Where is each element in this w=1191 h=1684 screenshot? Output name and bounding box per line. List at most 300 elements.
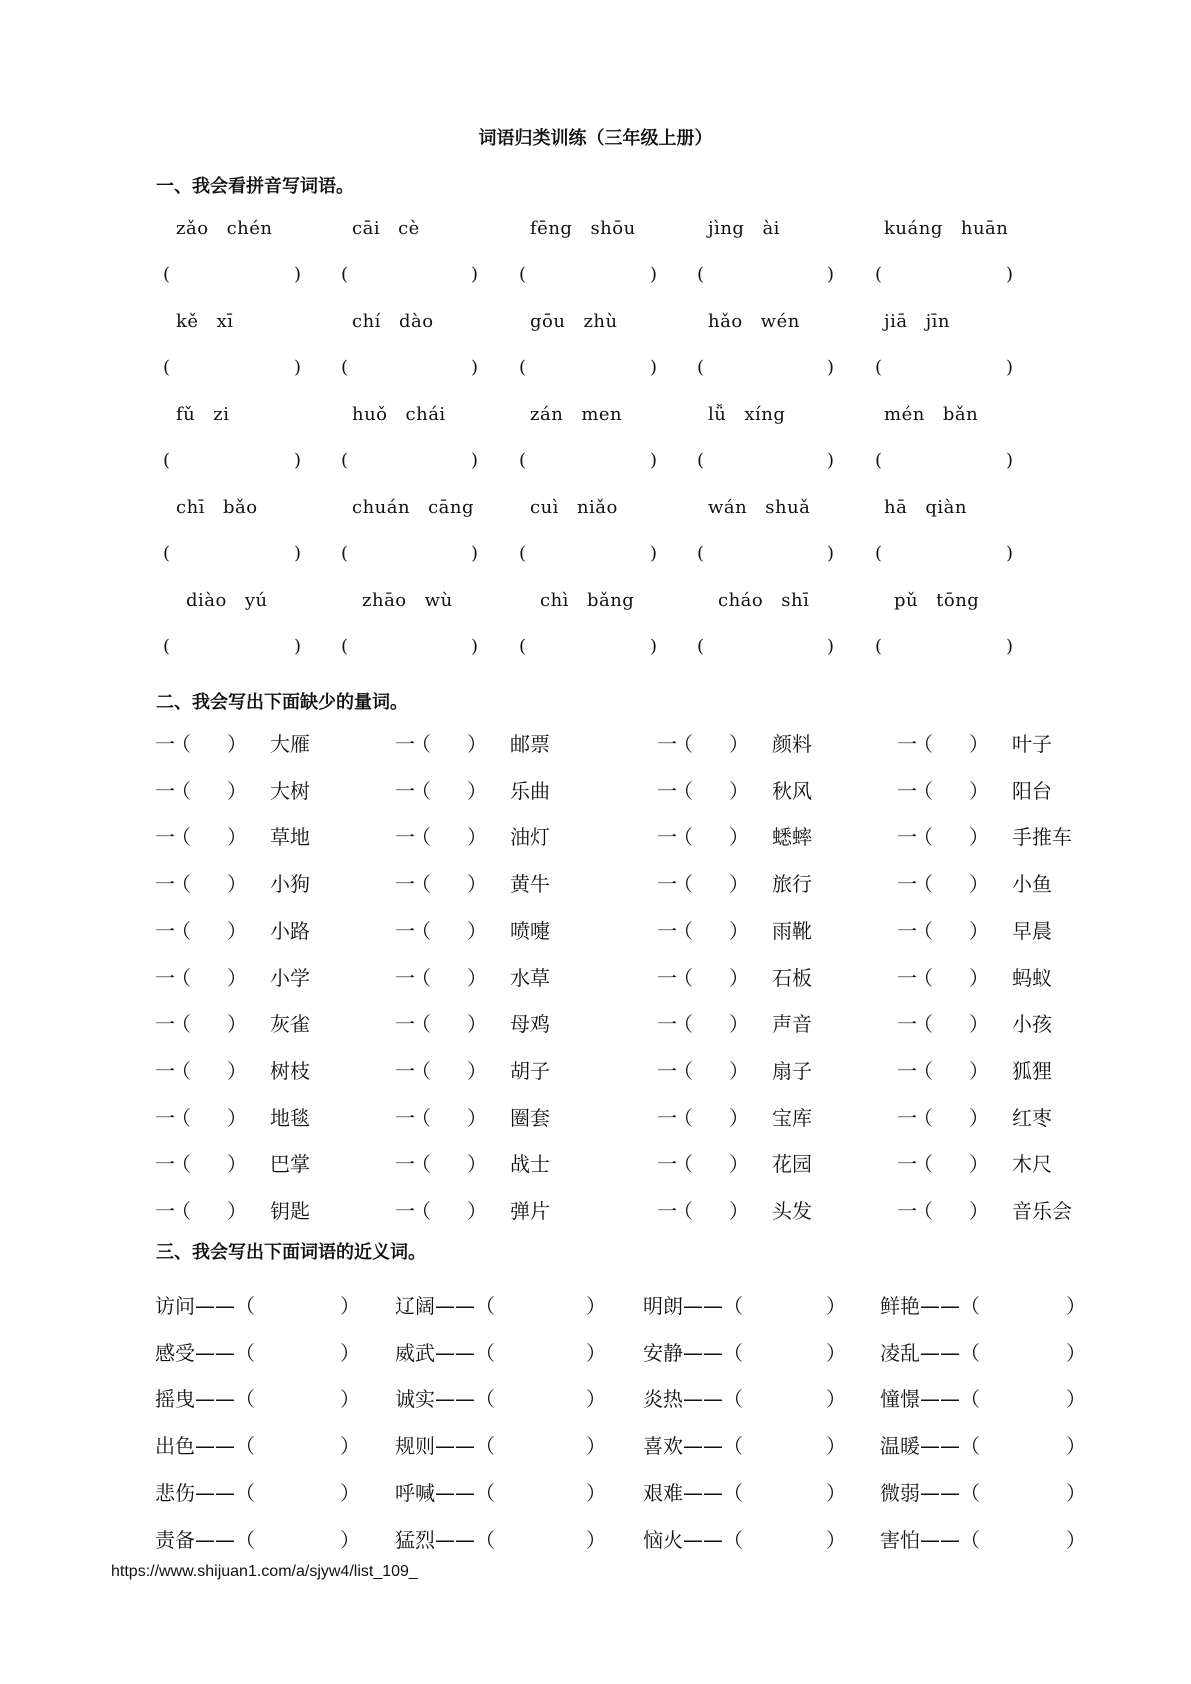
blank-close: ） — [826, 1527, 846, 1552]
blank-close: ） — [969, 1199, 989, 1223]
noun: 树枝 — [270, 1058, 310, 1083]
blank-open: （ — [411, 1152, 431, 1177]
dash-open: ——（ — [920, 1527, 980, 1552]
prompt-word: 微弱 — [880, 1480, 920, 1505]
answer-blank[interactable] — [533, 357, 648, 381]
blank-close: ） — [969, 872, 989, 897]
synonym-blank[interactable] — [990, 1477, 1056, 1501]
answer-row — [0, 543, 1191, 573]
blank-close: ） — [729, 872, 749, 897]
blank-close: ） — [340, 1527, 360, 1552]
pinyin-prompt — [530, 218, 654, 239]
numeral-one: 一 — [657, 1152, 677, 1177]
dash-open: ——（ — [920, 1294, 980, 1318]
blank-open: （ — [411, 1058, 431, 1083]
blank-close: ） — [467, 872, 487, 897]
synonym-blank[interactable] — [265, 1430, 330, 1454]
pinyin-syllable: hā — [884, 497, 908, 518]
pinyin-prompt — [530, 404, 640, 425]
blank-close: ） — [969, 778, 989, 803]
answer-blank-close: ) — [827, 357, 835, 378]
prompt-word: 呼喊 — [395, 1480, 435, 1505]
dash-open: ——（ — [920, 1480, 980, 1505]
blank-close: ） — [729, 778, 749, 803]
prompt-word: 猛烈 — [395, 1527, 435, 1552]
pinyin-syllable: kě — [176, 311, 199, 332]
answer-blank[interactable] — [711, 450, 825, 474]
answer-blank[interactable] — [889, 543, 1004, 567]
blank-close: ） — [586, 1527, 606, 1552]
blank-close: ） — [227, 732, 247, 756]
pinyin-syllable: fēng — [530, 218, 573, 239]
prompt-word: 辽阔 — [395, 1294, 435, 1318]
synonym-blank[interactable] — [990, 1337, 1056, 1361]
blank-close: ） — [340, 1294, 360, 1318]
blank-open: （ — [411, 825, 431, 850]
synonym-blank[interactable] — [265, 1383, 330, 1407]
pinyin-prompt — [540, 590, 652, 611]
dash-open: ——（ — [683, 1340, 743, 1365]
measure-row — [0, 1195, 1191, 1225]
blank-close: ） — [969, 918, 989, 943]
blank-close: ） — [467, 1058, 487, 1083]
pinyin-prompt — [708, 218, 798, 239]
synonym-blank[interactable] — [753, 1524, 816, 1548]
numeral-one: 一 — [155, 965, 175, 990]
numeral-one: 一 — [657, 918, 677, 943]
answer-blank-close: ) — [471, 636, 479, 657]
measure-row — [0, 868, 1191, 898]
numeral-one: 一 — [897, 1058, 917, 1083]
pinyin-syllable: gōu — [530, 311, 566, 332]
pinyin-syllable: jìng — [708, 218, 745, 239]
answer-blank[interactable] — [711, 264, 825, 288]
synonym-blank[interactable] — [505, 1290, 576, 1314]
answer-blank-open: ( — [519, 264, 527, 285]
pinyin-syllable: huǒ — [352, 404, 388, 425]
answer-blank-close: ) — [827, 264, 835, 285]
synonym-blank[interactable] — [753, 1430, 816, 1454]
answer-blank[interactable] — [711, 636, 825, 660]
measure-row — [0, 775, 1191, 805]
answer-blank-close: ) — [1006, 264, 1014, 285]
numeral-one: 一 — [897, 778, 917, 803]
noun: 草地 — [270, 825, 310, 850]
blank-close: ） — [227, 1058, 247, 1083]
pinyin-prompt — [884, 404, 996, 425]
pinyin-syllable: tōng — [936, 590, 980, 611]
blank-close: ） — [227, 825, 247, 850]
prompt-word: 喜欢 — [643, 1434, 683, 1459]
synonym-row — [0, 1290, 1191, 1320]
noun: 小路 — [270, 918, 310, 943]
pinyin-syllable: xī — [216, 311, 234, 332]
answer-blank-close: ) — [294, 450, 302, 471]
answer-row — [0, 450, 1191, 480]
dash-open: ——（ — [435, 1434, 495, 1459]
numeral-one: 一 — [657, 732, 677, 756]
answer-blank-close: ) — [471, 450, 479, 471]
pinyin-syllable: men — [581, 404, 623, 425]
synonym-blank[interactable] — [753, 1383, 816, 1407]
pinyin-syllable: chì — [540, 590, 569, 611]
synonym-blank[interactable] — [990, 1383, 1056, 1407]
noun: 圈套 — [510, 1105, 550, 1130]
blank-close: ） — [729, 1199, 749, 1223]
answer-blank[interactable] — [889, 357, 1004, 381]
blank-open: （ — [673, 825, 693, 850]
pinyin-prompt — [884, 497, 985, 518]
noun: 声音 — [772, 1012, 812, 1037]
measure-row — [0, 821, 1191, 851]
blank-open: （ — [913, 1012, 933, 1037]
answer-blank[interactable] — [177, 357, 292, 381]
numeral-one: 一 — [395, 778, 415, 803]
blank-open: （ — [171, 1105, 191, 1130]
answer-blank-open: ( — [519, 450, 527, 471]
measure-row — [0, 915, 1191, 945]
blank-open: （ — [171, 1058, 191, 1083]
prompt-word: 规则 — [395, 1434, 435, 1459]
pinyin-prompt — [884, 311, 968, 332]
noun: 宝库 — [772, 1105, 812, 1130]
pinyin-syllable: zǎo — [176, 218, 209, 239]
blank-open: （ — [913, 1152, 933, 1177]
dash-open: ——（ — [683, 1480, 743, 1505]
pinyin-prompt — [352, 497, 492, 518]
numeral-one: 一 — [897, 1199, 917, 1223]
pinyin-syllable: qiàn — [925, 497, 967, 518]
noun: 狐狸 — [1012, 1058, 1052, 1083]
answer-blank[interactable] — [533, 264, 648, 288]
pinyin-syllable: chén — [226, 218, 273, 239]
pinyin-syllable: huān — [960, 218, 1009, 239]
prompt-word: 憧憬 — [880, 1387, 920, 1412]
synonym-blank[interactable] — [505, 1524, 576, 1548]
synonym-blank[interactable] — [990, 1290, 1056, 1314]
prompt-word: 明朗 — [643, 1294, 683, 1318]
answer-blank[interactable] — [355, 636, 469, 660]
prompt-word: 摇曳 — [155, 1387, 195, 1412]
answer-blank-open: ( — [341, 357, 349, 378]
pinyin-prompt — [708, 404, 803, 425]
answer-blank-close: ) — [471, 264, 479, 285]
synonym-blank[interactable] — [265, 1477, 330, 1501]
answer-blank[interactable] — [711, 543, 825, 567]
pinyin-syllable: kuáng — [884, 218, 943, 239]
numeral-one: 一 — [155, 778, 175, 803]
pinyin-prompt — [530, 311, 636, 332]
blank-close: ） — [729, 1058, 749, 1083]
synonym-blank[interactable] — [265, 1524, 330, 1548]
blank-close: ） — [586, 1387, 606, 1412]
blank-close: ） — [969, 1012, 989, 1037]
noun: 水草 — [510, 965, 550, 990]
numeral-one: 一 — [395, 1058, 415, 1083]
prompt-word: 艰难 — [643, 1480, 683, 1505]
dash-open: ——（ — [195, 1340, 255, 1365]
answer-blank-close: ) — [650, 636, 658, 657]
synonym-blank[interactable] — [265, 1290, 330, 1314]
pinyin-syllable: wán — [708, 497, 748, 518]
blank-close: ） — [729, 918, 749, 943]
answer-blank-open: ( — [875, 450, 883, 471]
synonym-blank[interactable] — [990, 1524, 1056, 1548]
answer-blank[interactable] — [889, 636, 1004, 660]
blank-open: （ — [673, 1058, 693, 1083]
blank-open: （ — [411, 732, 431, 756]
pinyin-syllable: jīn — [925, 311, 951, 332]
answer-blank-open: ( — [875, 264, 883, 285]
noun: 阳台 — [1012, 778, 1052, 803]
answer-blank[interactable] — [177, 264, 292, 288]
pinyin-syllable: cāng — [428, 497, 475, 518]
blank-close: ） — [467, 825, 487, 850]
noun: 小孩 — [1012, 1012, 1052, 1037]
answer-blank-close: ) — [1006, 357, 1014, 378]
blank-close: ） — [1066, 1340, 1086, 1365]
blank-close: ） — [467, 1199, 487, 1223]
numeral-one: 一 — [897, 1105, 917, 1130]
answer-blank-open: ( — [875, 543, 883, 564]
numeral-one: 一 — [155, 1152, 175, 1177]
answer-blank[interactable] — [177, 543, 292, 567]
blank-close: ） — [969, 1105, 989, 1130]
blank-close: ） — [586, 1434, 606, 1459]
numeral-one: 一 — [657, 1058, 677, 1083]
numeral-one: 一 — [395, 1012, 415, 1037]
numeral-one: 一 — [657, 1012, 677, 1037]
pinyin-syllable: cè — [398, 218, 420, 239]
answer-blank-open: ( — [163, 450, 171, 471]
synonym-blank[interactable] — [990, 1430, 1056, 1454]
blank-close: ） — [969, 825, 989, 850]
pinyin-syllable: wù — [424, 590, 453, 611]
blank-close: ） — [1066, 1480, 1086, 1505]
numeral-one: 一 — [395, 872, 415, 897]
noun: 喷嚏 — [510, 918, 550, 943]
pinyin-syllable: ài — [762, 218, 780, 239]
answer-blank-close: ) — [650, 450, 658, 471]
answer-blank[interactable] — [177, 636, 292, 660]
synonym-blank[interactable] — [753, 1290, 816, 1314]
noun: 弹片 — [510, 1199, 550, 1223]
noun: 钥匙 — [270, 1199, 310, 1223]
prompt-word: 炎热 — [643, 1387, 683, 1412]
synonym-row — [0, 1383, 1191, 1413]
answer-blank[interactable] — [355, 357, 469, 381]
prompt-word: 凌乱 — [880, 1340, 920, 1365]
answer-blank-open: ( — [341, 450, 349, 471]
prompt-word: 责备 — [155, 1527, 195, 1552]
noun: 手推车 — [1012, 825, 1072, 850]
dash-open: ——（ — [683, 1387, 743, 1412]
answer-blank-open: ( — [163, 264, 171, 285]
answer-blank[interactable] — [889, 450, 1004, 474]
prompt-word: 悲伤 — [155, 1480, 195, 1505]
page-title: 词语归类训练（三年级上册） — [478, 128, 713, 149]
blank-open: （ — [673, 872, 693, 897]
blank-open: （ — [913, 1199, 933, 1223]
prompt-word: 害怕 — [880, 1527, 920, 1552]
section2-heading: 二、我会写出下面缺少的量词。 — [156, 692, 408, 713]
pinyin-syllable: cāi — [352, 218, 381, 239]
pinyin-syllable: bǎo — [222, 497, 258, 518]
noun: 战士 — [510, 1152, 550, 1177]
blank-close: ） — [729, 965, 749, 990]
dash-open: ——（ — [683, 1294, 743, 1318]
pinyin-syllable: lǚ — [708, 404, 727, 425]
blank-open: （ — [913, 872, 933, 897]
dash-open: ——（ — [195, 1480, 255, 1505]
answer-blank-open: ( — [163, 636, 171, 657]
pinyin-syllable: shī — [781, 590, 810, 611]
answer-blank[interactable] — [533, 636, 648, 660]
blank-open: （ — [171, 732, 191, 756]
noun: 灰雀 — [270, 1012, 310, 1037]
noun: 头发 — [772, 1199, 812, 1223]
blank-close: ） — [340, 1340, 360, 1365]
blank-close: ） — [586, 1294, 606, 1318]
prompt-word: 恼火 — [643, 1527, 683, 1552]
prompt-word: 感受 — [155, 1340, 195, 1365]
answer-blank-open: ( — [697, 636, 705, 657]
noun: 大树 — [270, 778, 310, 803]
numeral-one: 一 — [657, 965, 677, 990]
blank-open: （ — [171, 1012, 191, 1037]
pinyin-prompt — [176, 218, 290, 239]
pinyin-prompt — [894, 590, 997, 611]
prompt-word: 鲜艳 — [880, 1294, 920, 1318]
prompt-word: 安静 — [643, 1340, 683, 1365]
blank-open: （ — [913, 778, 933, 803]
answer-blank[interactable] — [533, 543, 648, 567]
measure-row — [0, 1148, 1191, 1178]
blank-open: （ — [673, 1105, 693, 1130]
answer-blank[interactable] — [355, 450, 469, 474]
prompt-word: 诚实 — [395, 1387, 435, 1412]
numeral-one: 一 — [155, 1012, 175, 1037]
blank-close: ） — [729, 1012, 749, 1037]
pinyin-prompt — [352, 311, 452, 332]
pinyin-prompt — [186, 590, 286, 611]
noun: 旅行 — [772, 872, 812, 897]
noun: 红枣 — [1012, 1105, 1052, 1130]
answer-blank[interactable] — [355, 264, 469, 288]
pinyin-syllable: dào — [398, 311, 434, 332]
blank-close: ） — [467, 1105, 487, 1130]
answer-blank-open: ( — [697, 357, 705, 378]
blank-close: ） — [467, 918, 487, 943]
answer-blank-close: ) — [294, 543, 302, 564]
answer-blank-open: ( — [697, 543, 705, 564]
blank-open: （ — [411, 778, 431, 803]
blank-close: ） — [467, 965, 487, 990]
dash-open: ——（ — [195, 1294, 255, 1318]
numeral-one: 一 — [395, 732, 415, 756]
pinyin-syllable: shōu — [590, 218, 636, 239]
pinyin-syllable: bǎng — [586, 590, 635, 611]
blank-close: ） — [340, 1434, 360, 1459]
blank-close: ） — [467, 1152, 487, 1177]
synonym-blank[interactable] — [505, 1337, 576, 1361]
blank-open: （ — [171, 1199, 191, 1223]
pinyin-syllable: zhāo — [362, 590, 407, 611]
synonym-blank[interactable] — [505, 1477, 576, 1501]
blank-close: ） — [826, 1387, 846, 1412]
pinyin-syllable: bǎn — [942, 404, 979, 425]
numeral-one: 一 — [395, 825, 415, 850]
pinyin-syllable: xíng — [744, 404, 786, 425]
answer-blank[interactable] — [177, 450, 292, 474]
answer-blank-open: ( — [519, 357, 527, 378]
blank-close: ） — [227, 1105, 247, 1130]
blank-open: （ — [673, 1012, 693, 1037]
blank-close: ） — [1066, 1434, 1086, 1459]
answer-blank[interactable] — [711, 357, 825, 381]
answer-blank[interactable] — [533, 450, 648, 474]
blank-close: ） — [826, 1340, 846, 1365]
dash-open: ——（ — [195, 1387, 255, 1412]
numeral-one: 一 — [657, 778, 677, 803]
blank-close: ） — [227, 1199, 247, 1223]
blank-open: （ — [411, 1199, 431, 1223]
answer-blank-open: ( — [341, 264, 349, 285]
pinyin-row — [0, 311, 1191, 341]
answer-blank-close: ) — [650, 543, 658, 564]
answer-blank[interactable] — [355, 543, 469, 567]
numeral-one: 一 — [897, 732, 917, 756]
blank-close: ） — [1066, 1387, 1086, 1412]
numeral-one: 一 — [897, 825, 917, 850]
answer-row — [0, 636, 1191, 666]
pinyin-syllable: mén — [884, 404, 925, 425]
pinyin-row — [0, 497, 1191, 527]
blank-close: ） — [586, 1480, 606, 1505]
blank-open: （ — [411, 918, 431, 943]
noun: 叶子 — [1012, 732, 1052, 756]
synonym-row — [0, 1524, 1191, 1554]
blank-close: ） — [969, 732, 989, 756]
synonym-blank[interactable] — [505, 1430, 576, 1454]
numeral-one: 一 — [155, 732, 175, 756]
section3-heading: 三、我会写出下面词语的近义词。 — [156, 1242, 426, 1263]
numeral-one: 一 — [395, 1199, 415, 1223]
numeral-one: 一 — [155, 1199, 175, 1223]
answer-blank-close: ) — [471, 357, 479, 378]
synonym-blank[interactable] — [505, 1383, 576, 1407]
synonym-row — [0, 1477, 1191, 1507]
pinyin-row — [0, 404, 1191, 434]
pinyin-syllable: chí — [352, 311, 381, 332]
blank-open: （ — [673, 732, 693, 756]
pinyin-syllable: chái — [405, 404, 446, 425]
blank-open: （ — [913, 825, 933, 850]
blank-open: （ — [673, 778, 693, 803]
synonym-row — [0, 1337, 1191, 1367]
pinyin-row — [0, 218, 1191, 248]
synonym-blank[interactable] — [753, 1477, 816, 1501]
answer-blank[interactable] — [889, 264, 1004, 288]
synonym-blank[interactable] — [265, 1337, 330, 1361]
answer-blank-close: ) — [827, 636, 835, 657]
answer-blank-close: ) — [650, 357, 658, 378]
numeral-one: 一 — [395, 1152, 415, 1177]
prompt-word: 威武 — [395, 1340, 435, 1365]
numeral-one: 一 — [657, 1199, 677, 1223]
synonym-blank[interactable] — [753, 1337, 816, 1361]
noun: 花园 — [772, 1152, 812, 1177]
